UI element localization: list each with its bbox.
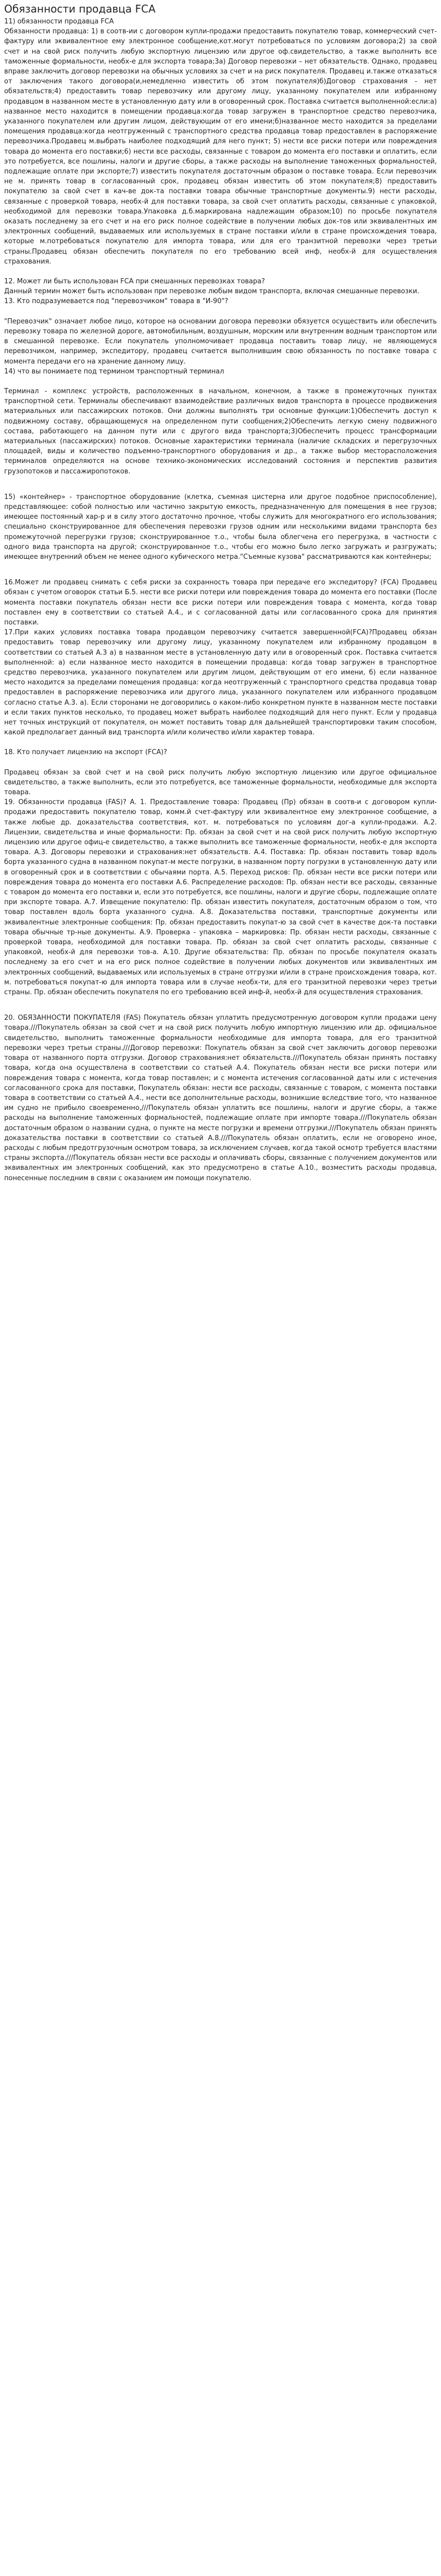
- section-14: [4, 367, 437, 477]
- section-13: [4, 296, 437, 366]
- answer-paragraph: Продавец обязан за свой счет и на свой риск получить любую экспортную лицензию или другое официальное свидетельство, а также выполнить, если это потребуется, все таможенные формальности, необходимые для экспорта товара.: [4, 768, 437, 797]
- document-page: [0, 0, 441, 1194]
- question-heading: 11) обязанности продавца FCA: [4, 18, 114, 26]
- question-heading: 14) что вы понимаете под термином транспортный терминал: [4, 367, 224, 376]
- answer-paragraph: 17.При каких условиях поставка товара продавцом перевозчику считается завершенной(FCA)?Продавец обязан предоставить товар перевозчику или другому лицу, указанному покупателем или избранному продавцом в соответствии со статьей А.3 а) в названном месте в установленную дату или в оговоренный срок. Поставка считается выполненной: а) если названное место находится в помещении продавца: когда товар загружен в транспортное средство перевозчика, указанного покупателем или другим лицом, действующим от его имени, б) если названное место находится за пределами помещения продавца: когда неотгруженный с транспортного средства продавца товар предоставлен в распоряжение перевозчика или другого лица, указанного покупателем или избранного продавцом согласно статье А.3. а). Если сторонами не договорились о каком-либо конкретном пункте в названном месте поставки и если таких пунктов несколько, то продавец может выбрать наиболее подходящий для него пункт. Если у продавца нет точных инструкций от покупателя, он может поставить товар для дальнейшей транспортировки таким способом, какой предполагает данный вид транспорта и/или количество и/или характер товара.: [4, 629, 437, 737]
- section-16-17: [4, 578, 437, 737]
- answer-paragraph: 20. ОБЯЗАННОСТИ ПОКУПАТЕЛЯ (FAS) Покупатель обязан уплатить предусмотренную договором купли продажи цену товара.///Покупатель обязан за свой счет и на свой риск получить любую импортную лицензию или др. официальное свидетельство, выполнить таможенные формальности необходимые для импорта товара, для его транзитной перевозки через третьи страны.///Договор перевозки: Покупатель обязан за свой счет заключить договор перевозки товара от названного порта отгрузки. Договор страхования:нет обязательств.///Покупатель обязан принять поставку товара, когда она осуществлена в соответствии со статьей А.4. Покупатель обязан нести все риски потери или повреждения товара с момента, когда товар поставлен; и с момента истечения согласованной даты или с истечения согласованного срока для поставки, Покупатель обязан: нести все расходы, связанные с товаром, с момента поставки товара в соответствии со статьей А.4., нести все дополнительные расходы, возникшие вследствие того, что названное им судно не прибыло своевременно,///Покупатель обязан уплатить все пошлины, налоги и другие сборы, а также расходы на выполнение таможенных формальностей, подлежащие оплате при импорте товара.///Покупатель обязан достаточным образом о названии судна, о пункте на месте погрузки и времени отгрузки.///Покупатель обязан принять доказательства поставки в соответствии со статьей А.8.///Покупатель обязан оплатить, если не оговорено иное, расходы с любым предотгрузочным осмотром товара, за исключением случаев, когда такой осмотр требуется властями страны экспорта.///Покупатель обязан нести все расходы и оплачивать сборы, связанные с получением документов или эквивалентных им электронных сообщений, как это предусмотрено в статье А.10., возместить расходы продавца, понесенные последним в связи с оказанием им помощи покупателю.: [4, 1014, 437, 1182]
- section-12: [4, 277, 437, 296]
- section-18-19: [4, 747, 437, 997]
- spacer: [4, 737, 437, 747]
- section-11: [4, 17, 437, 267]
- question-heading: 16.Может ли продавец снимать с себя риски за сохранность товара при передаче его экспедитору? (FCA) Продавец обязан с учетом оговорок статьи Б.5. нести все риски потери или повреждения товара до момента его поставки (После момента поставки покупатель обязан нести все риски потери или повреждения товара с момента, когда товар поставлен ему в соответствии со статьей А.4., и с согласованной даты или согласованного срока для принятия поставки.: [4, 579, 437, 627]
- answer-paragraph: Обязанности продавца: 1) в соотв-ии с договором купли-продажи предоставить покупателю товар, коммерческий счет-фактуру или эквивалентное ему электронное сообщение,кот.могут потребоваться по условиям договора;2) за свой счет и на свой риск получить любую экспортную лицензию или другое оф.свидетельство, а также выполнить все таможенные формальности, необх-е для экспорта товара;3а) Договор перевозки – нет обязательств. Однако, продавец вправе заключить договор перевозки на обычных условиях за счет и на риск покупателя. Продавец и.также отказаться от заключения такого договора(и,немедленно известить об этом покупателя)б)Договор страхования - нет обязательств;4) предоставить товар перевозчику или другому лицу, указанному покупателем или избранному продавцом в названном месте в установленную дату или в оговоренный срок. Поставка считается выполненной:если:а) названное место находится в помещении продавца:когда товар загружен в транспортное средство перевозчика, указанного покупателем или другим лицом, действующим от его имени;б)названное место находится за пределами помещения продавца:когда неотгруженный с транспортного средства продавца товар предоставлен в распоряжение перевозчика.Продавец м.выбрать наиболее подходящий для него пункт; 5) нести все риски потери или повреждения товара до момента его поставки;6) нести все расходы, связанные с товаром до момента его поставки и оплатить, если это потребуется, все пошлины, налоги и другие сборы, а также расходы на выполнение таможенных формальностей, подлежащие оплате при экспорте;7) известить покупателя достаточным образом о поставке товара. Если перевозчик не м. принять товар в согласованный срок, продавец обязан известить об этом покупателя;8) предоставить покупателю за свой счет в кач-ве док-та поставки товара обычные транспортные документы.9) нести расходы, связанные с проверкой товара, необх-й для поставки товара, за свой счет оплатить расходы, связанные с упаковкой, необходимой для перевозки товара.Упаковка д.б.маркирована надлежащим образом;10) по просьбе покупателя оказать последнему за его счет и на его риск полное содействие в получении любых док-тов или эквивалентных им электронных сообщений, выдаваемых или используемых в стране поставки и/или в стране происхождения товара, которые м.потребоваться покупателю для импорта товара, или для его транзитной перевозки через третьи страны.Продавец обязан обеспечить покупателя по его требованию всей инф, необх-й для осуществления страхования.: [4, 28, 437, 266]
- answer-paragraph: 15) «контейнер» - транспортное оборудование (клетка, съемная цистерна или другое подобное приспособление), представляющее: собой полностью или частично закрытую емкость, предназначенную для помещения в нее грузов; имеющее постоянный хар-р и в силу этого достаточно прочное, чтобы служить для многократного его использования; специально сконструированное для обеспечения перевозки грузов одним или несколькими видами транспорта без промежуточной перегрузки грузов; сконструированное т.о., чтобы была облегчена его перегрузка, в частности с одного вида транспорта на другой; сконструированное т.о., чтобы его можно было легко загружать и разгружать; имеющее внутренний объем не менее одного кубического метра."Съемные кузова" рассматриваются как контейнеры;: [4, 493, 437, 561]
- page-title: Обязанности продавца FCA: [4, 3, 156, 15]
- question-heading: 12. Может ли быть использован FCA при смешанных перевозках товара?: [4, 278, 265, 286]
- section-15: [4, 492, 437, 562]
- question-heading: 18. Кто получает лицензию на экспорт (FCA)?: [4, 748, 168, 757]
- spacer: [4, 758, 437, 768]
- answer-paragraph: "Перевозчик" означает любое лицо, которое на основании договора перевозки обязуется осуществить или обеспечить перевозку товара по железной дороге, автомобильным, воздушным, морским или внутренним водным транспортом или в смешанной перевозке. Если покупатель уполномочивает продавца поставить товар лицу, не являющемуся перевозчиком, например, экспедитору, продавец считается выполнившим свою обязанность по поставке товара с момента передачи его на хранение данному лицу.: [4, 317, 437, 366]
- spacer: [4, 307, 437, 317]
- spacer: [4, 562, 437, 578]
- spacer: [4, 377, 437, 386]
- answer-paragraph: Данный термин может быть использован при перевозке любым видом транспорта, включая смешанные перевозки.: [4, 287, 420, 296]
- spacer: [4, 267, 437, 277]
- section-20: [4, 1013, 437, 1183]
- answer-paragraph: Терминал - комплекс устройств, расположенных в начальном, конечном, а также в промежуточных пунктах транспортной сети. Терминалы обеспечивают взаимодействие различных видов транспорта в процессе продвижения материальных или пассажирских потоков. Они должны выполнять три основные функции:1)Обеспечить доступ к подвижному составу, обращающемуся на определенном пути сообщения;2)Обеспечить легкую смену подвижного состава, работающего на данном пути или с другого вида транспорта;3)Обеспечить процесс трансформации материальных (пассажирских) потоков. Основные характеристики терминала (наличие складских и перегрузочных площадей, виды и количество подъемно-транспортного оборудования и др., а также выбор месторасположения терминалов определяются на основе технико-экономических исследований состояния и перспектив развития грузопотоков и пассажиропотоков.: [4, 387, 437, 476]
- answer-paragraph: 19. Обязанности продавца (FAS)? А. 1. Предоставление товара: Продавец (Пр) обязан в соотв-и с договором купли-продажи предоставить покупателю товар, комм.й счет-фактуру или эквивалентное ему электронное сообщение, а также любые др. доказательства соответствия, кот. м. потребоваться по условиям дог-а купли-продажи. А.2. Лицензии, свидетельства и иные формальности: Пр. обязан за свой счет и на свой риск получить любую экспортную лицензию или другое офиц-е свидетельство, а также выполнить все таможенные формальности, необх-е для экспорта товара. А.3. Договоры перевозки и страхования:нет обязательств. А.4. Поставка: Пр. обязан поставить товар вдоль борта указанного судна в названном покупат-м месте погрузки, в названном порту погрузки в установленную дату или в оговоренный срок и в соответствии с обычаями порта. А.5. Переход рисков: Пр. обязан нести все риски потери или повреждения товара до момента его поставки А.6. Распределение расходов: Пр. обязан нести все расходы, связанные с товаром до момента его поставки и, если это потребуется, все пошлины, налоги и другие сборы, подлежащие оплате при экспорте товара. А.7. Извещение покупателю: Пр. обязан известить покупателя, достаточным образом о том, что товар поставлен вдоль борта указанного судна. А.8. Доказательства поставки, транспортные документы или эквивалентные электронные сообщения: Пр. обязан предоставить покупат-ю за свой счет в качестве док-та поставки товара обычные тр-ные документы. А.9. Проверка - упаковка – маркировка: Пр. обязан нести расходы, связанные с проверкой товара, необходимой для поставки товара. Пр. обязан за свой счет оплатить расходы, связанные с упаковкой, необх-й для перевозки тов-а. А.10. Другие обязательства: Пр. обязан по просьбе покупателя оказать последнему за его счет и на его риск полное содействие в получении любых документов или эквивалентных им электронных сообщений, выдаваемых или используемых в стране отгрузки и/или в стране происхождения товара, кот. м. потребоваться покупат-ю для импорта товара или в случае необх-ти, для его транзитной перевозки через третьи страны. Пр. обязан обеспечить покупателя по его требованию всей инф-й, необх-й для осуществления страхования.: [4, 798, 437, 997]
- question-heading: 13. Кто подразумевается под "перевозчиком" товара в "И-90"?: [4, 297, 229, 306]
- spacer: [4, 477, 437, 492]
- spacer: [4, 997, 437, 1013]
